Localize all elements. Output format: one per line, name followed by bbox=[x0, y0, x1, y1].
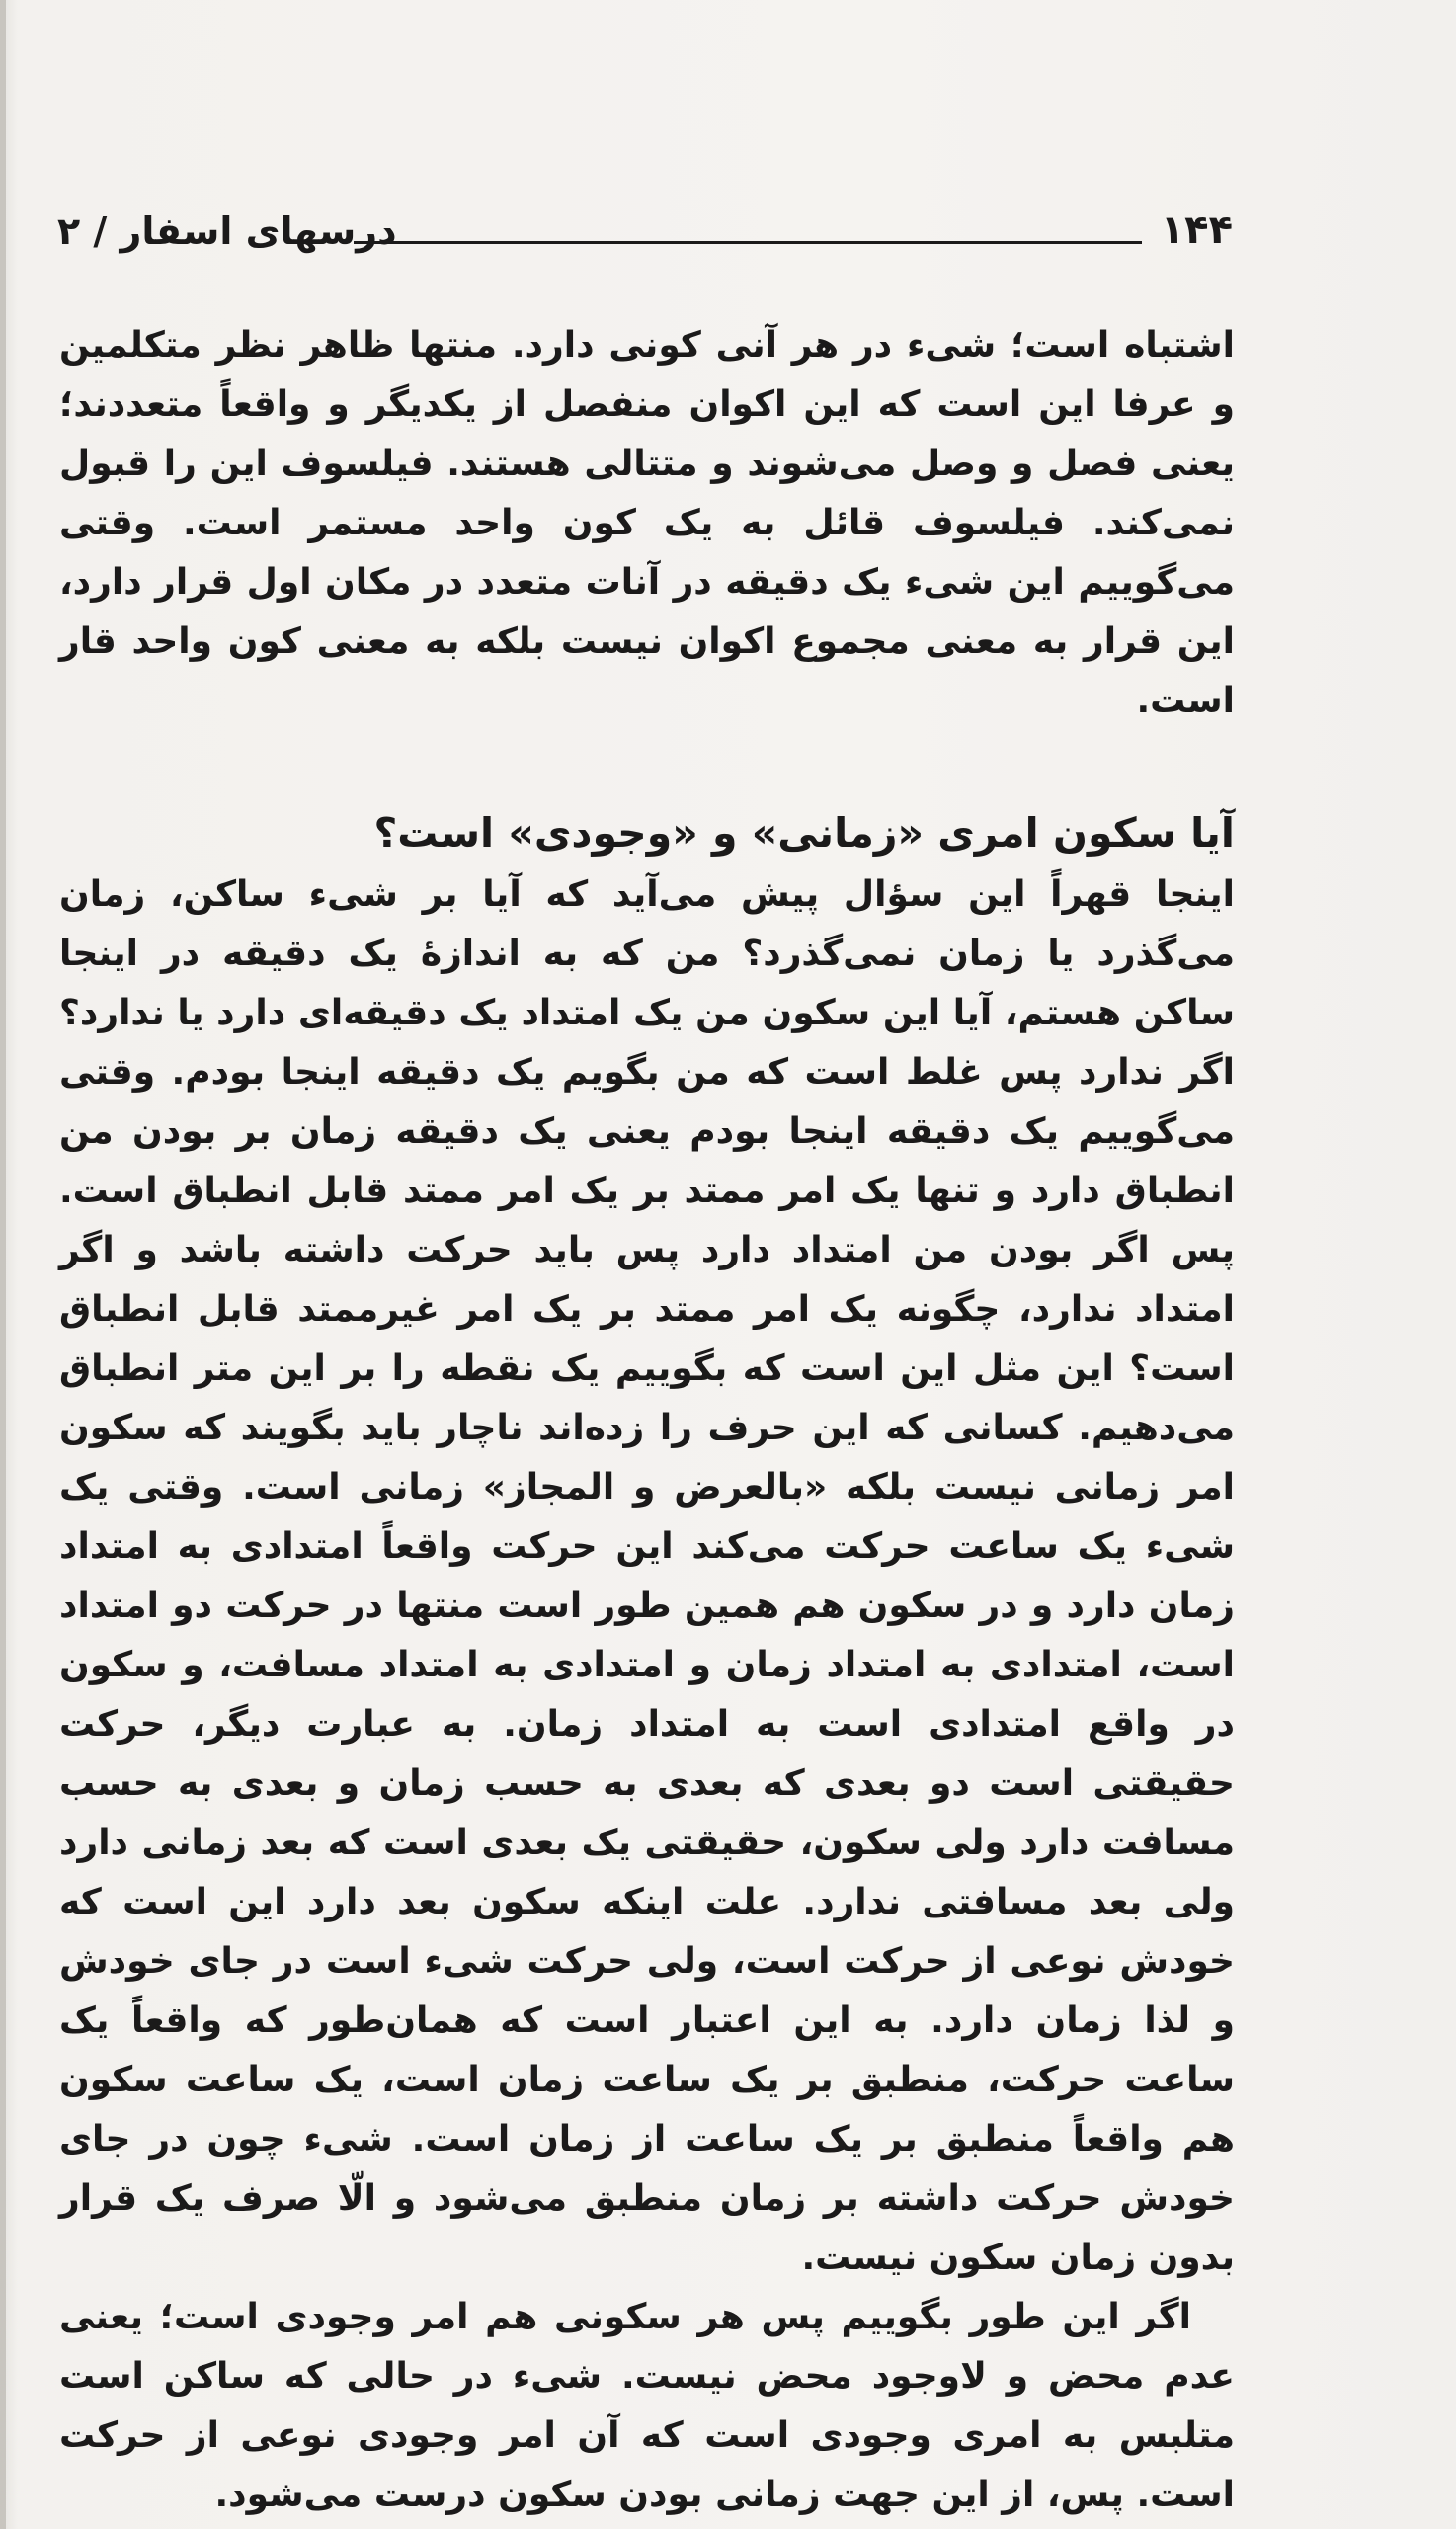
page-number: ۱۴۴ bbox=[1160, 207, 1233, 253]
paragraph: اگر این طور بگوییم پس هر سکونی هم امر وجودی است؛ یعنی عدم محض و لاوجود محض نیست. شیء در حالی که ساکن است متلبس به امری وجودی است که آن امر وجودی نوعی از حرکت است. پس، از این جهت زمانی بودن سکون درست می‌شود. bbox=[59, 2297, 1235, 2515]
running-title: درسهای اسفار / ۲ bbox=[57, 209, 397, 253]
paragraph: اشتباه است؛ شیء در هر آنی کونی دارد. منتها ظاهر نظر متکلمین و عرفا این است که این اکوان منفصل از یکدیگر و واقعاً متعددند؛ یعنی فصل و وصل می‌شوند و متتالی هستند. فیلسوف این را قبول نمی‌کند. فیلسوف قائل به یک کون واحد مستمر است. وقتی می‌گوییم این شیء یک دقیقه در آنات متعدد در مکان اول قرار دارد، این قرار به معنی مجموع اکوان نیست بلکه به معنی کون واحد قار است. bbox=[59, 325, 1235, 721]
page-header bbox=[57, 204, 1233, 263]
header-rule bbox=[354, 241, 1142, 244]
page-body bbox=[59, 316, 1235, 2525]
page-edge bbox=[0, 0, 6, 2529]
section-heading: آیا سکون امری «زمانی» و «وجودی» است؟ bbox=[373, 809, 1235, 857]
paragraph: اینجا قهراً این سؤال پیش می‌آید که آیا بر شیء ساکن، زمان می‌گذرد یا زمان نمی‌گذرد؟ من که به اندازهٔ یک دقیقه در اینجا ساکن هستم، آیا این سکون من یک امتداد یک دقیقه‌ای دارد یا ندارد؟ اگر ندارد پس غلط است که من بگویم یک دقیقه اینجا بودم. وقتی می‌گوییم یک دقیقه اینجا بودم یعنی یک دقیقه زمان بر بودن من انطباق دارد و تنها یک امر ممتد بر یک امر ممتد قابل انطباق است. پس اگر بودن من امتداد دارد پس باید حرکت داشته باشد و اگر امتداد ندارد، چگونه یک امر ممتد بر یک امر غیرممتد قابل انطباق است؟ این مثل این است که بگوییم یک نقطه را بر این متر انطباق می‌دهیم. کسانی که این حرف را زده‌اند ناچار باید بگویند که سکون امر زمانی نیست بلکه «بالعرض و المجاز» زمانی است. وقتی یک شیء یک ساعت حرکت می‌کند این حرکت واقعاً امتدادی به امتداد زمان دارد و در سکون هم همین طور است منتها در حرکت دو امتداد است، امتدادی به امتداد زمان و امتدادی به امتداد مسافت، و سکون در واقع امتدادی است به امتداد زمان. به عبارت دیگر، حرکت حقیقتی است دو بعدی که بعدی به حسب زمان و بعدی به حسب مسافت دارد ولی سکون، حقیقتی یک بعدی است که بعد زمانی دارد ولی بعد مسافتی ندارد. علت اینکه سکون بعد دارد این است که خودش نوعی از حرکت است، ولی حرکت شیء است در جای خودش و لذا زمان دارد. به این اعتبار است که همان‌طور که واقعاً یک ساعت حرکت، منطبق بر یک ساعت زمان است، یک ساعت سکون هم واقعاً منطبق بر یک ساعت از زمان است. شیء چون در جای خودش حرکت داشته بر زمان منطبق می‌شود و الّا صرف یک قرار بدون زمان سکون نیست. bbox=[59, 874, 1235, 2278]
